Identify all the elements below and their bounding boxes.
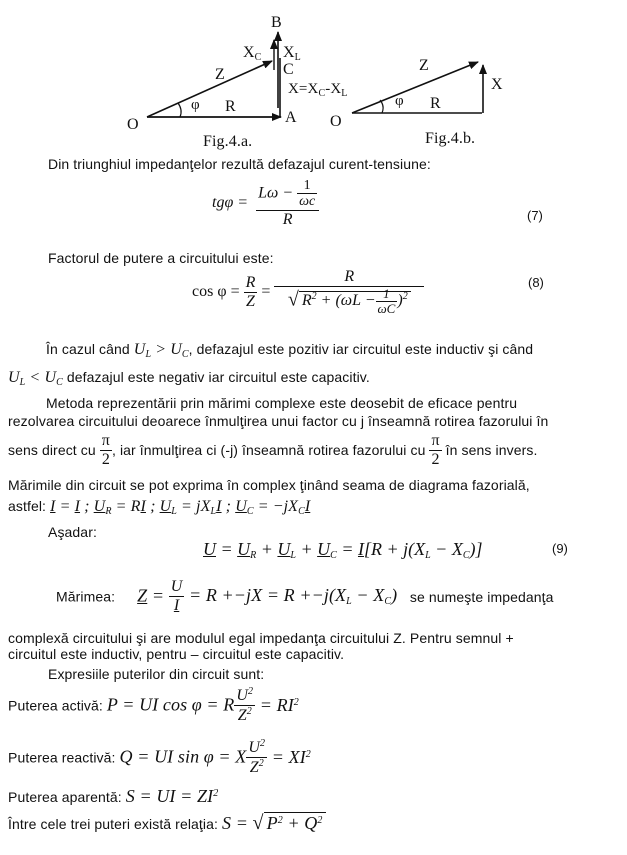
p7-pi-half-2: $\frac{\pi}{2}$	[431, 432, 440, 468]
eq8-root-r: R	[301, 292, 312, 310]
label-o-b: O	[330, 113, 342, 130]
eq8-root-frac	[376, 287, 398, 317]
power-relation-equation: S = √ $P^2 + Q^2$	[222, 813, 326, 833]
paragraph-7	[8, 432, 537, 468]
eq8-root-c: )	[397, 292, 403, 310]
fig4a-phi-arc	[178, 103, 181, 117]
paragraph-4	[8, 369, 370, 388]
paragraph-13: circuitul este inductiv, pentru – circuitul este capacitiv.	[8, 646, 345, 662]
eq8-frac1-den: Z	[246, 292, 255, 310]
paragraph-8: Mărimile din circuit se pot exprima în complex ţinând seama de diagrama fazorială,	[8, 477, 530, 493]
p7-text-b: , iar înmulţirea ci (-j) înseamnă rotirea fazorului cu	[111, 442, 426, 459]
label-z-b: Z	[419, 57, 429, 74]
power-relation	[8, 812, 326, 835]
label-x-relation: $X=X_C-X_L$	[288, 81, 348, 99]
power-apparent	[8, 786, 218, 807]
p11-text: se numeşte impedanţa	[409, 588, 554, 605]
p11-label: Mărimea:	[56, 588, 116, 605]
label-xc: $X_C$	[243, 44, 262, 63]
paragraph-10: Aşadar:	[48, 524, 97, 540]
label-o-a: O	[127, 116, 139, 133]
paragraph-11	[56, 578, 554, 614]
eq8-root-b: + (ωL −	[316, 292, 376, 310]
power-active-label: Puterea activă:	[8, 697, 103, 714]
eq7-inner-den: ωc	[299, 194, 316, 210]
eq7-numerator	[256, 178, 319, 211]
eq8-frac2	[274, 268, 424, 316]
paragraph-12: complexă circuitului şi are modulul egal impedanţa circuitului Z. Pentru semnul +	[8, 630, 514, 646]
p7-pi-half-1: $\frac{\pi}{2}$	[101, 432, 110, 468]
eq8-root-frac-den: ωC	[377, 300, 396, 316]
fig4a-z-vector	[147, 61, 272, 117]
p7-text-a: sens direct cu	[8, 442, 96, 459]
power-reactive-equation: Q = UI sin φ = X $\frac{U^2}{Z^2}$ = $XI^2$	[119, 738, 311, 776]
label-phi-b: φ	[395, 93, 404, 109]
p3-text-b: , defazajul este pozitiv iar circuitul este inductiv şi când	[188, 341, 534, 357]
eq7-num-text: Lω −	[258, 184, 294, 202]
caption-fig4b: Fig.4.b.	[425, 130, 476, 147]
label-xl: $X_L$	[283, 44, 301, 63]
paragraph-1: Din triunghiul impedanţelor rezultă defazajul curent-tensiune:	[48, 156, 431, 172]
eq7-lhs: tgφ =	[212, 194, 249, 212]
eq8-frac2-num: R	[274, 268, 424, 287]
equation-8-number: (8)	[528, 275, 544, 290]
p9-equations: I = I ; $U_R$ = RI ; $U_L = jX_LI$ ; $U_C = -jX_CI$	[50, 498, 311, 517]
eq8-equals: =	[261, 283, 271, 301]
power-reactive	[8, 738, 311, 776]
eq7-fraction	[256, 178, 319, 228]
p3-ul-gt-uc: $U_L > U_C$	[133, 341, 189, 360]
paragraph-9	[8, 498, 310, 517]
equation-7-number: (7)	[527, 208, 543, 223]
power-reactive-label: Puterea reactivă:	[8, 749, 116, 766]
eq8-frac2-den: √ $R^2 + (\omega L$ − $\frac{1}{\omega C}$ )$^2$	[274, 287, 424, 317]
paragraph-14: Expresiile puterilor din circuit sunt:	[48, 666, 265, 682]
eq8-root: $R^2 + (\omega L$ − $\frac{1}{\omega C}$ )$^2$	[299, 291, 411, 309]
equation-9: $U = U_R + U_L + U_C = I[R + j(X_L - X_C)]$	[203, 539, 483, 561]
equation-9-number: (9)	[552, 541, 568, 556]
equation-7	[212, 178, 319, 228]
equation-8	[192, 268, 424, 316]
label-r-a: R	[225, 98, 236, 115]
eq7-inner-frac	[297, 178, 317, 210]
eq7-inner-num: 1	[297, 178, 317, 194]
power-active-equation: P = UI cos φ = R $\frac{U^2}{Z^2}$ = $RI^2$	[106, 686, 299, 724]
p7-text-c: în sens invers.	[445, 442, 538, 459]
power-relation-label: Între cele trei puteri există relaţia:	[8, 816, 219, 832]
paragraph-2: Factorul de putere a circuitului este:	[48, 250, 274, 266]
caption-fig4a: Fig.4.a.	[203, 133, 253, 150]
paragraph-5: Metoda reprezentării prin mărimi complexe este deosebit de eficace pentru	[46, 395, 518, 411]
p3-text-a: În cazul când	[46, 341, 130, 357]
eq7-denominator: R	[282, 210, 293, 228]
fig-4b-diagram	[352, 62, 483, 113]
p4-text: defazajul este negativ iar circuitul este capacitiv.	[66, 369, 370, 385]
eq8-lhs: cos φ =	[192, 283, 240, 301]
p11-equation: Z = $\frac{U}{I}$ = $R +-jX = R +-j(X_L - X_C)$	[137, 578, 398, 614]
fig4b-z-vector	[352, 62, 478, 113]
label-r-b: R	[430, 95, 441, 112]
label-a: A	[285, 109, 297, 126]
label-x-b: X	[491, 76, 503, 93]
eq8-root-frac-num: 1	[376, 287, 398, 302]
label-z-a: Z	[215, 66, 225, 83]
p4-ul-lt-uc: $U_L < U_C$	[8, 369, 63, 388]
paragraph-3	[46, 341, 533, 360]
label-b: B	[271, 14, 282, 31]
power-apparent-equation: S = UI = $ZI^2$	[125, 786, 219, 806]
paragraph-6: rezolvarea circuitului deoarece înmulţirea unui factor cu j înseamnă rotirea fazorului în	[8, 413, 549, 429]
power-active	[8, 686, 299, 724]
label-phi-a: φ	[191, 97, 200, 113]
label-c: C	[283, 61, 294, 78]
p9-label: astfel:	[8, 498, 47, 514]
eq8-frac1-num: R	[245, 274, 256, 291]
eq8-frac1	[244, 274, 258, 310]
power-apparent-label: Puterea aparentă:	[8, 789, 122, 805]
